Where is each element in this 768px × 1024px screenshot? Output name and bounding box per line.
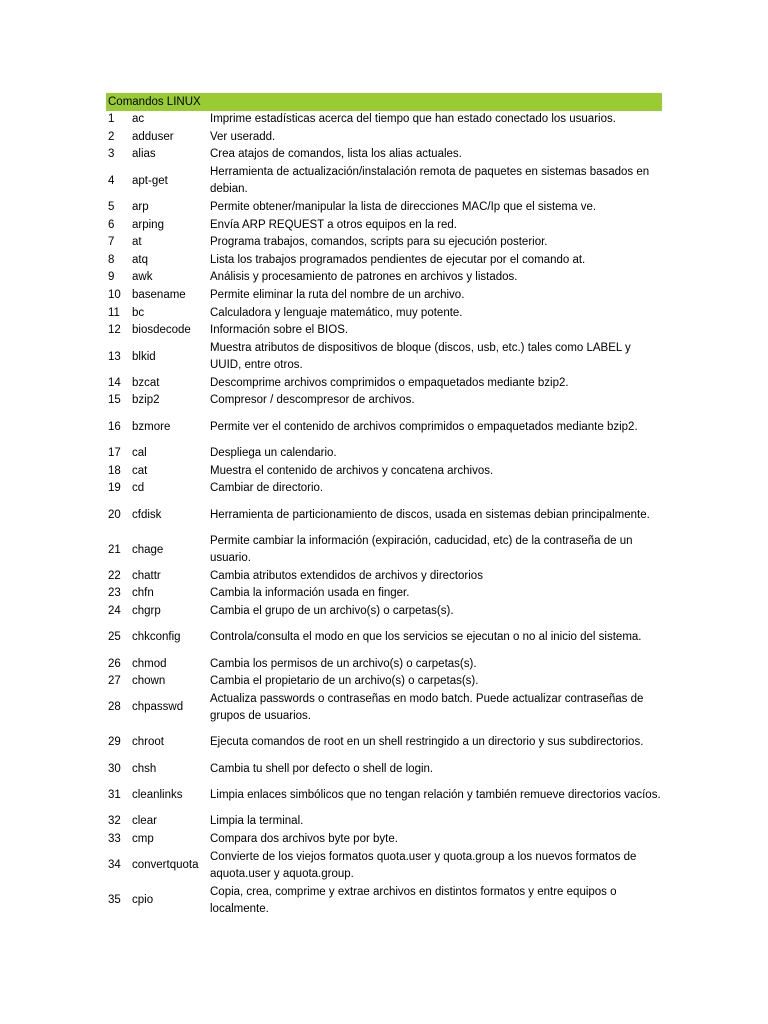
row-number: 17	[108, 447, 121, 460]
command-name: chroot	[132, 736, 164, 749]
row-number: 11	[108, 306, 120, 319]
command-description: Limpia la terminal.	[210, 815, 304, 828]
row-number: 21	[108, 543, 121, 556]
command-name: bzip2	[132, 394, 160, 407]
table-row	[106, 287, 662, 305]
table-row	[106, 813, 662, 831]
command-name: alias	[132, 148, 156, 161]
command-description: Copia, crea, comprime y extrae archivos en distintos formatos y entre equipos o localmente.	[210, 885, 617, 915]
row-number: 10	[108, 289, 121, 302]
table-row	[106, 725, 662, 760]
table-row	[106, 848, 662, 883]
command-name: cal	[132, 447, 147, 460]
command-description: Cambia la información usada en finger.	[210, 587, 410, 600]
command-description: Crea atajos de comandos, lista los alias actuales.	[210, 148, 462, 161]
command-description: Imprime estadísticas acerca del tiempo que han estado conectado los usuarios.	[210, 113, 616, 126]
command-name: chown	[132, 675, 166, 688]
table-title: Comandos LINUX	[108, 96, 201, 108]
table-row	[106, 498, 662, 533]
command-description: Convierte de los viejos formatos quota.user y quota.group a los nuevos formatos de aquota.user y aquota.group.	[210, 850, 637, 880]
row-number: 26	[108, 657, 121, 670]
row-number: 15	[108, 394, 121, 407]
command-description: Muestra el contenido de archivos y concatena archivos.	[210, 464, 494, 477]
command-description: Envía ARP REQUEST a otros equipos en la red.	[210, 218, 457, 231]
row-number: 31	[108, 789, 121, 802]
row-number: 30	[108, 762, 121, 775]
row-number: 3	[108, 148, 115, 161]
command-name: convertquota	[132, 859, 199, 872]
command-name: chmod	[132, 657, 167, 670]
command-description: Permite obtener/manipular la lista de direcciones MAC/Ip que el sistema ve.	[210, 201, 597, 214]
command-name: adduser	[132, 130, 174, 143]
table-row	[106, 760, 662, 778]
command-name: cleanlinks	[132, 789, 183, 802]
row-number: 1	[108, 113, 115, 126]
command-description: Compresor / descompresor de archivos.	[210, 394, 415, 407]
command-description: Permite ver el contenido de archivos comprimidos o empaquetados mediante bzip2.	[210, 420, 638, 433]
command-description: Lista los trabajos programados pendientes de ejecutar por el comando at.	[210, 253, 586, 266]
command-name: cfdisk	[132, 508, 162, 521]
row-number: 29	[108, 736, 121, 749]
command-description: Ejecuta comandos de root en un shell restringido a un directorio y sus subdirectorios.	[210, 736, 644, 749]
command-description: Despliega un calendario.	[210, 447, 337, 460]
command-name: cpio	[132, 894, 154, 907]
command-description: Actualiza passwords o contraseñas en modo batch. Puede actualizar contraseñas de grupos de usuarios.	[210, 692, 644, 722]
row-number: 34	[108, 859, 121, 872]
command-description: Herramienta de actualización/instalación remota de paquetes en sistemas basados en debian.	[210, 166, 650, 196]
table-row	[106, 252, 662, 270]
command-description: Calculadora y lenguaje matemático, muy potente.	[210, 306, 463, 319]
command-name: apt-get	[132, 174, 168, 187]
table-row	[106, 445, 662, 463]
row-number: 28	[108, 701, 121, 714]
row-number: 14	[108, 376, 121, 389]
command-name: biosdecode	[132, 324, 191, 337]
table-row	[106, 304, 662, 322]
table-row	[106, 199, 662, 217]
command-name: arp	[132, 201, 149, 214]
command-name: awk	[132, 271, 153, 284]
row-number: 4	[108, 174, 115, 187]
row-number: 24	[108, 604, 121, 617]
row-number: 2	[108, 130, 115, 143]
command-name: chkconfig	[132, 631, 181, 644]
table-row	[106, 883, 662, 918]
table-row	[106, 146, 662, 164]
table-row	[106, 778, 662, 813]
command-description: Cambia el grupo de un archivo(s) o carpetas(s).	[210, 604, 454, 617]
command-name: blkid	[132, 350, 156, 363]
command-name: arping	[132, 218, 164, 231]
command-description: Cambiar de directorio.	[210, 482, 324, 495]
table-row	[106, 603, 662, 621]
table-row	[106, 673, 662, 691]
command-description: Cambia los permisos de un archivo(s) o carpetas(s).	[210, 657, 477, 670]
row-number: 12	[108, 324, 121, 337]
table-row	[106, 375, 662, 393]
row-number: 32	[108, 815, 121, 828]
command-description: Análisis y procesamiento de patrones en archivos y listados.	[210, 271, 518, 284]
table-row	[106, 568, 662, 586]
command-name: chsh	[132, 762, 157, 775]
row-number: 23	[108, 587, 121, 600]
command-name: clear	[132, 815, 157, 828]
command-description: Cambia el propietario de un archivo(s) o carpetas(s).	[210, 675, 479, 688]
row-number: 18	[108, 464, 121, 477]
command-name: chpasswd	[132, 701, 184, 714]
row-number: 9	[108, 271, 115, 284]
command-name: cd	[132, 482, 145, 495]
command-name: basename	[132, 289, 186, 302]
command-description: Información sobre el BIOS.	[210, 324, 349, 337]
table-row	[106, 269, 662, 287]
table-row	[106, 620, 662, 655]
table-row	[106, 392, 662, 410]
command-name: atq	[132, 253, 148, 266]
command-name: chattr	[132, 569, 161, 582]
command-description: Controla/consulta el modo en que los servicios se ejecutan o no al inicio del sistema.	[210, 631, 642, 644]
row-number: 13	[108, 350, 121, 363]
table-row	[106, 322, 662, 340]
command-description: Muestra atributos de dispositivos de bloque (discos, usb, etc.) tales como LABEL y UUID, entre otros.	[210, 342, 631, 372]
command-description: Herramienta de particionamiento de discos, usada en sistemas debian principalmente.	[210, 508, 650, 521]
row-number: 8	[108, 253, 115, 266]
row-number: 25	[108, 631, 121, 644]
command-name: bzcat	[132, 376, 160, 389]
command-description: Permite cambiar la información (expiración, caducidad, etc) de la contraseña de un usuario.	[210, 535, 633, 564]
row-number: 33	[108, 832, 121, 845]
table-row	[106, 216, 662, 234]
table-row	[106, 585, 662, 603]
row-number: 5	[108, 201, 115, 214]
command-description: Cambia tu shell por defecto o shell de login.	[210, 762, 434, 775]
row-number: 35	[108, 894, 121, 907]
command-description: Limpia enlaces simbólicos que no tengan relación y también remueve directorios vacíos.	[210, 789, 661, 802]
command-name: chgrp	[132, 604, 161, 617]
table-row	[106, 533, 662, 568]
command-name: at	[132, 236, 142, 249]
row-number: 27	[108, 675, 121, 688]
command-name: ac	[132, 113, 145, 126]
row-number: 16	[108, 420, 121, 433]
row-number: 22	[108, 569, 121, 582]
command-description: Permite eliminar la ruta del nombre de un archivo.	[210, 289, 465, 302]
table-body	[106, 111, 662, 918]
command-name: cmp	[132, 832, 154, 845]
command-description: Cambia atributos extendidos de archivos y directorios	[210, 569, 483, 582]
table-row	[106, 410, 662, 445]
command-description: Compara dos archivos byte por byte.	[210, 832, 398, 845]
command-description: Ver useradd.	[210, 130, 276, 143]
row-number: 6	[108, 218, 115, 231]
table-row	[106, 462, 662, 480]
table-row	[106, 655, 662, 673]
table-row	[106, 111, 662, 129]
command-name: cat	[132, 464, 148, 477]
row-number: 19	[108, 482, 121, 495]
row-number: 7	[108, 236, 115, 249]
command-name: chage	[132, 543, 164, 556]
table-row	[106, 831, 662, 849]
command-description: Programa trabajos, comandos, scripts para su ejecución posterior.	[210, 236, 548, 249]
command-table	[106, 93, 662, 918]
command-name: chfn	[132, 587, 154, 600]
command-name: bzmore	[132, 420, 171, 433]
table-row	[106, 690, 662, 725]
table-row	[106, 234, 662, 252]
row-number: 20	[108, 508, 121, 521]
table-header	[106, 93, 662, 111]
command-name: bc	[132, 306, 145, 319]
table-row	[106, 340, 662, 375]
table-row	[106, 164, 662, 199]
command-description: Descomprime archivos comprimidos o empaquetados mediante bzip2.	[210, 376, 569, 389]
table-row	[106, 480, 662, 498]
table-row	[106, 129, 662, 147]
